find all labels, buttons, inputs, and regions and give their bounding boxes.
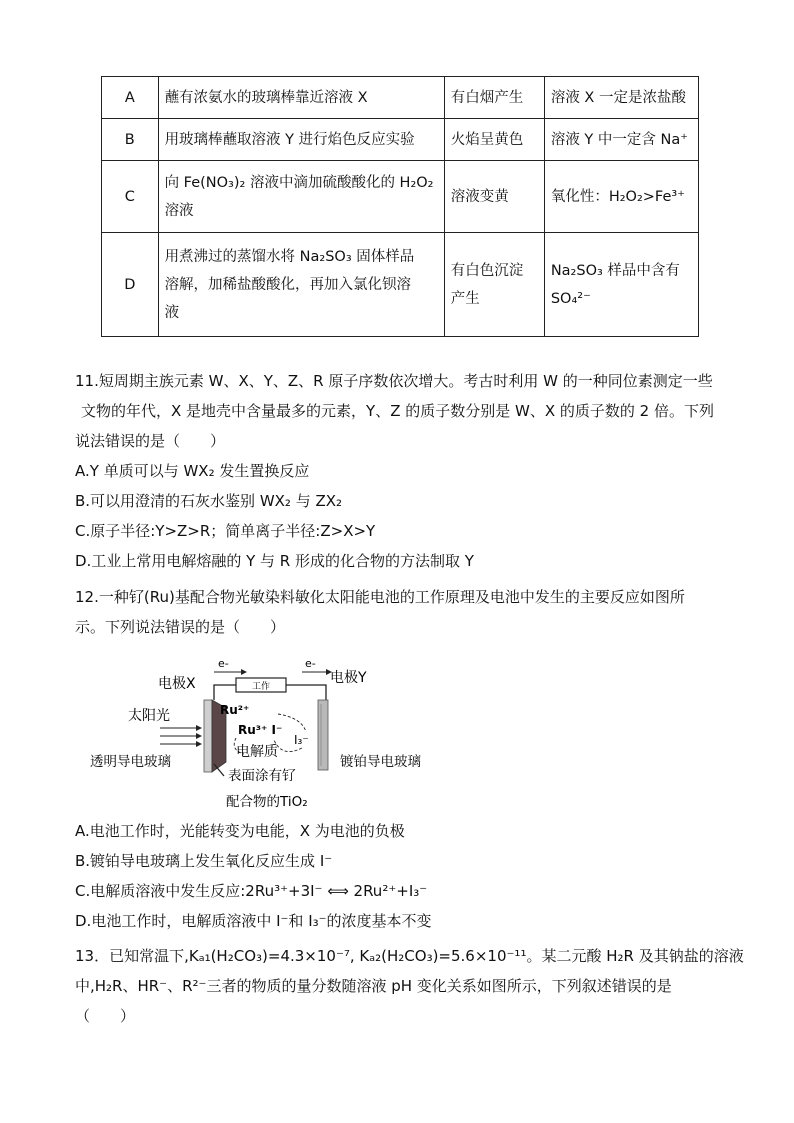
table-row <box>102 161 699 233</box>
conclusion-cell-line: 氧化性：H₂O₂>Fe³⁺ <box>550 188 685 205</box>
phenomenon-cell <box>444 233 544 337</box>
conclusion-cell <box>544 233 698 337</box>
circuit-wire-left <box>214 685 236 700</box>
q12-line: 12.一种钌(Ru)基配合物光敏染料敏化太阳能电池的工作原理及电池中发生的主要反应如图所 <box>75 588 685 606</box>
operation-cell-line: 溶液 <box>164 202 194 219</box>
operation-cell-line: 液 <box>164 304 180 321</box>
q11-line: 11.短周期主族元素 W、X、Y、Z、R 原子序数依次增大。考古时利用 W 的一种同位素测定一些 <box>75 372 713 390</box>
electrolyte-label: 电解质 <box>236 744 278 760</box>
q11-line: 说法错误的是（ ） <box>75 432 226 450</box>
question-12 <box>75 582 735 642</box>
coating-label-1: 表面涂有钌 <box>228 768 296 784</box>
solar-cell-svg <box>86 652 446 817</box>
conclusion-cell-line: SO₄²⁻ <box>550 290 591 307</box>
q13-line: 13．已知常温下,Kₐ₁(H₂CO₃)=4.3×10⁻⁷, Kₐ₂(H₂CO₃)=5.6×10⁻¹¹。某二元酸 H₂R 及其钠盐的溶液 <box>75 947 744 965</box>
platinum-glass-label: 镀铂导电玻璃 <box>340 754 421 770</box>
sunlight-label: 太阳光 <box>128 708 170 724</box>
option-cell: A <box>102 77 159 119</box>
q13-line: （ ） <box>75 1007 136 1025</box>
operation-cell-line: 用玻璃棒蘸取溶液 Y 进行焰色反应实验 <box>164 131 415 148</box>
load-label: 工作 <box>251 682 271 692</box>
operation-cell-line: 用煮沸过的蒸馏水将 Na₂SO₃ 固体样品 <box>164 248 415 265</box>
solar-cell-diagram <box>86 652 446 817</box>
ru3-i-label: Ru³⁺ I⁻ <box>238 723 283 737</box>
transparent-glass-plate <box>204 700 212 772</box>
table-row <box>102 233 699 337</box>
option-cell: D <box>102 233 159 337</box>
q12-option-c: C.电解质溶液中发生反应:2Ru³⁺+3I⁻ ⟺ 2Ru²⁺+I₃⁻ <box>75 882 428 900</box>
operation-cell-line: 向 Fe(NO₃)₂ 溶液中滴加硫酸酸化的 H₂O₂ <box>164 174 434 191</box>
platinum-glass-plate <box>318 700 328 770</box>
arrowhead-icon <box>196 733 202 739</box>
experiment-table-body <box>102 77 699 337</box>
q13-line: 中,H₂R、HR⁻、R²⁻三者的物质的量分数随溶液 pH 变化关系如图所示，下列叙述错误的是 <box>75 977 672 995</box>
conclusion-cell <box>544 119 698 161</box>
phenomenon-cell-line: 有白色沉淀 <box>450 262 524 279</box>
q11-option-c: C.原子半径:Y>Z>R；简单离子半径:Z>X>Y <box>75 522 376 540</box>
phenomenon-cell-line: 产生 <box>450 290 480 307</box>
arrowhead-icon <box>196 725 202 731</box>
ru2-label: Ru²⁺ <box>220 703 250 717</box>
operation-cell-line: 溶解，加稀盐酸酸化，再加入氯化钡溶 <box>164 276 412 293</box>
operation-cell <box>158 77 444 119</box>
q11-option-d: D.工业上常用电解熔融的 Y 与 R 形成的化合物的方法制取 Y <box>75 552 474 570</box>
electron-label-left: e- <box>218 657 229 670</box>
operation-cell <box>158 161 444 233</box>
q11-option-a: A.Y 单质可以与 WX₂ 发生置换反应 <box>75 462 310 480</box>
conclusion-cell-line: 溶液 Y 中一定含 Na⁺ <box>550 131 688 148</box>
electrode-x-label: 电极X <box>158 676 196 692</box>
i3-label: I₃⁻ <box>294 733 309 747</box>
phenomenon-cell-line: 有白烟产生 <box>450 89 524 106</box>
coating-label-2: 配合物的TiO₂ <box>226 794 308 810</box>
phenomenon-cell <box>444 77 544 119</box>
option-cell: C <box>102 161 159 233</box>
arrowhead-icon <box>241 669 247 675</box>
phenomenon-cell-line: 火焰呈黄色 <box>450 131 524 148</box>
phenomenon-cell <box>444 119 544 161</box>
phenomenon-cell <box>444 161 544 233</box>
transparent-glass-label: 透明导电玻璃 <box>90 754 171 770</box>
table-row <box>102 119 699 161</box>
table-row <box>102 77 699 119</box>
electrode-y-label: 电极Y <box>330 670 367 686</box>
q12-option-a: A.电池工作时，光能转变为电能，X 为电池的负极 <box>75 822 405 840</box>
electron-label-right: e- <box>305 657 316 670</box>
conclusion-cell-line: 溶液 X 一定是浓盐酸 <box>550 89 686 106</box>
question-12-options <box>75 816 735 936</box>
q11-line: 文物的年代，X 是地壳中含量最多的元素，Y、Z 的质子数分别是 W、X 的质子数的 2 倍。下列 <box>81 402 714 420</box>
operation-cell <box>158 119 444 161</box>
circuit-wire-right <box>286 685 326 700</box>
phenomenon-cell-line: 溶液变黄 <box>450 188 509 205</box>
operation-cell <box>158 233 444 337</box>
option-cell: B <box>102 119 159 161</box>
operation-cell-line: 蘸有浓氨水的玻璃棒靠近溶液 X <box>164 89 368 106</box>
arrowhead-icon <box>196 741 202 747</box>
question-11 <box>75 366 735 576</box>
experiment-table <box>101 76 699 337</box>
q11-option-b: B.可以用澄清的石灰水鉴别 WX₂ 与 ZX₂ <box>75 492 343 510</box>
conclusion-cell-line: Na₂SO₃ 样品中含有 <box>550 262 680 279</box>
q12-option-b: B.镀铂导电玻璃上发生氧化反应生成 I⁻ <box>75 852 333 870</box>
q12-line: 示。下列说法错误的是（ ） <box>75 618 286 636</box>
conclusion-cell <box>544 77 698 119</box>
q12-option-d: D.电池工作时，电解质溶液中 I⁻和 I₃⁻的浓度基本不变 <box>75 912 432 930</box>
conclusion-cell <box>544 161 698 233</box>
question-13 <box>75 941 744 1031</box>
